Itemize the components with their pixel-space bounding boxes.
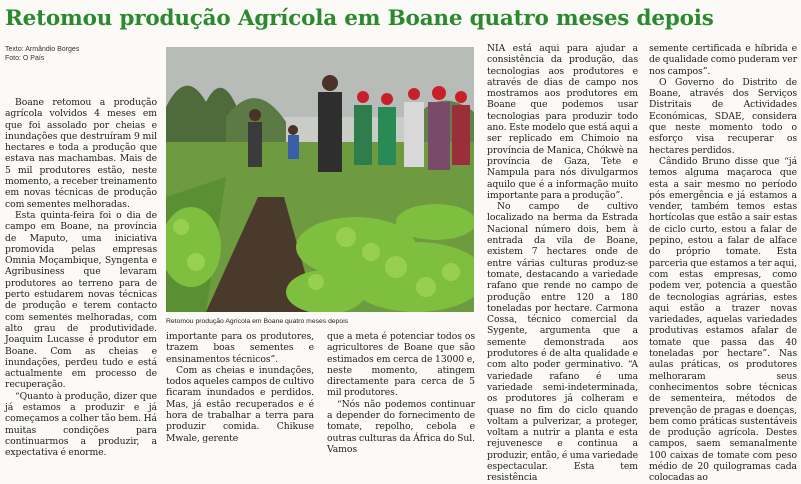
- text-credit: Texto: Armândio Borges: [5, 46, 80, 53]
- column-3: [327, 331, 475, 455]
- article-photo: [166, 47, 474, 312]
- paragraph: O Governo do Distrito de Boane, através dos Serviços Distritais de Actividades Económicas, SDAE, considera que neste momento todo o esforço visa recuperar os hectares perdidos.: [649, 76, 797, 156]
- photo-credit: Foto: O País: [5, 55, 45, 62]
- paragraph: Esta quinta-feira foi o dia de campo em Boane, na província de Maputo, uma iniciativa promovida pelas empresas Omnia Moçambique, Syngenta e Agribusiness que levaram produtores ao terreno para de perto estudarem novas técnicas de produção e terem contacto com sementes melhoradas, com alto grau de produtividade. Joaquim Lucasse é produtor em Boane. Com as cheias e inundações, perdeu tudo e está actualmente em processo de recuperação.: [5, 209, 157, 391]
- paragraph: NIA está aqui para ajudar a consistência da produção, das tecnologias aos produtores e através de dias de campo nos mostramos aos produtores em Boane que podemos usar tecnologias para produzir todo ano. Este modelo que está aqui a ser replicado em Chimoio na província de Manica, Chókwè na província de Gaza, Tete e Nampula para nós divulgarmos aquilo que é a informação muito importante para a produção”.: [487, 43, 638, 201]
- headline: Retomou produção Agrícola em Boane quatro meses depois: [5, 6, 714, 31]
- photo-caption: Retomou produção Agrícola em Boane quatro meses depois: [166, 318, 349, 325]
- column-1: [5, 97, 157, 459]
- paragraph: Cândido Bruno disse que “já temos alguma maçaroca que esta a sair mesmo no período pós emergência e já estamos a vender, também temos estas hortícolas que estão a sair estas de ciclo curto, estou a falar de pepino, estou a falar de alface do próprio tomate. Esta parceria que estamos a ter aqui, com estas empresas, como podem ver, potencia a questão de tecnologias agrárias, estes aqui estão a trazer novas variedades, aquelas variedades produtivas estamos afalar de tomate que passa das 40 toneladas por hectare”. Nas aulas práticas, os produtores melhoraram seus conhecimentos sobre técnicas de sementeira, métodos de prevenção de pragas e doenças, bem como práticas sustentáveis de produção agrícola. Destes campos, saem semanalmente 100 caixas de tomate com peso médio de 20 quilogramas cada colocadas ao: [649, 155, 797, 484]
- paragraph: No campo de cultivo localizado na berma da Estrada Nacional número dois, bem à entrada da vila de Boane, existem 7 hectares onde de entre várias culturas produz-se tomate, destacando a variedade rafano que rende no campo de produção entre 120 a 180 toneladas por hectare. Carmona Cossa, técnico comercial da Sygente, argumenta que a semente demonstrada aos produtores é de alta qualidade e com alto poder germinativo. “A variedade rafano é uma variedade semi-indeterminada, os produtores já colheram e quase no fim do ciclo quando voltam a pulverizar, a proteger, voltam a nutrir a planta e esta rejuvenesce e continua a produzir, então, é uma variedade espectacular. Esta tem resistência: [487, 201, 638, 484]
- farm-field-photo: [166, 47, 474, 312]
- column-4: [487, 43, 638, 484]
- paragraph: importante para os produtores, trazem boas sementes e ensinamentos técnicos”.: [166, 331, 314, 365]
- paragraph: semente certificada e híbrida e de qualidade como puderam ver nos campos”.: [649, 43, 797, 77]
- paragraph: Boane retomou a produção agrícola volvidos 4 meses em que foi assolado por cheias e inundações que destruíram 9 mil hectares e toda a produção que estava nas machambas. Mais de 5 mil produtores estão, neste momento, a receber treinamento em novas técnicas de produção com sementes melhoradas.: [5, 97, 157, 210]
- column-5: [649, 43, 797, 484]
- paragraph: Com as cheias e inundações, todos aqueles campos de cultivo ficaram inundados e perdidos. Mas, já estão recuperados e é hora de trabalhar a terra para produzir comida. Chikuse Mwale, gerente: [166, 364, 314, 444]
- paragraph: que a meta é potenciar todos os agricultores de Boane que são estimados em cerca de 13000 e, neste momento, atingem directamente para cerca de 5 mil produtores.: [327, 331, 475, 399]
- paragraph: “Quanto à produção, dizer que já estamos a produzir e já começamos a colher tão bem. Há muitas condições para continuarmos a produzir, a expectativa é enorme.: [5, 390, 157, 459]
- byline: [5, 45, 79, 63]
- paragraph: “Nós não podemos continuar a depender do fornecimento de tomate, repolho, cebola e outras culturas da África do Sul. Vamos: [327, 398, 475, 455]
- column-2: [166, 331, 314, 444]
